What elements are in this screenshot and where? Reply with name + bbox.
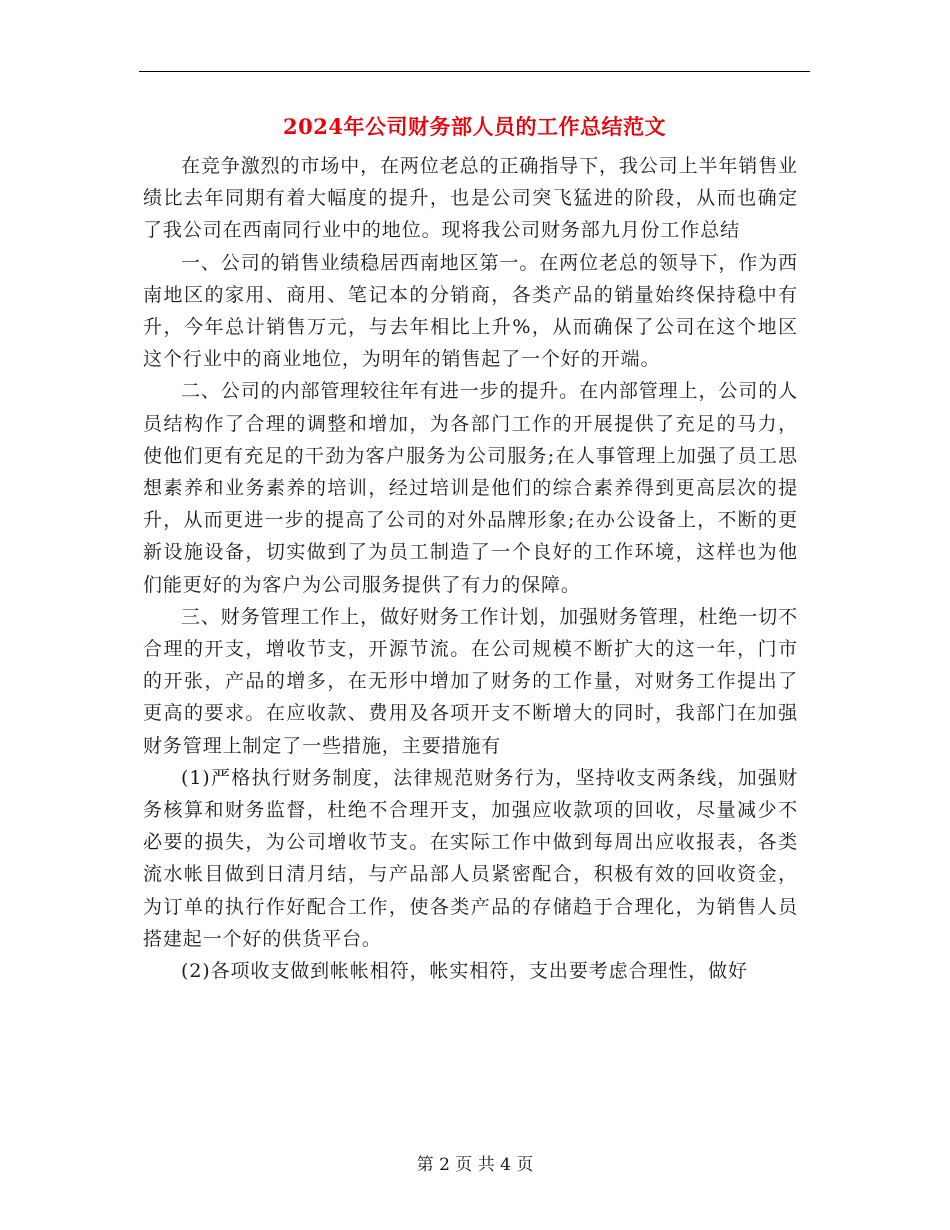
header-rule xyxy=(139,71,810,72)
paragraph-measure-1: (1)严格执行财务制度，法律规范财务行为，坚持收支两条线，加强财务核算和财务监督，杜绝不合理开支，加强应收款项的回收，尽量减少不必要的损失，为公司增收节支。在实际工作中做到每周出应收报表，各类流水帐目做到日清月结，与产品部人员紧密配合，积极有效的回收资金，为订单的执行作好配合工作，使各类产品的存储趋于合理化，为销售人员搭建起一个好的供货平台。 xyxy=(143,766,798,950)
paragraph-intro: 在竞争激烈的市场中，在两位老总的正确指导下，我公司上半年销售业绩比去年同期有着大幅度的提升，也是公司突飞猛进的阶段，从而也确定了我公司在西南同行业中的地位。现将我公司财务部九月份工作总结 xyxy=(143,155,798,242)
paragraph-management: 二、公司的内部管理较往年有进一步的提升。在内部管理上，公司的人员结构作了合理的调整和增加，为各部门工作的开展提供了充足的马力，使他们更有充足的干劲为客户服务为公司服务;在人事管理上加强了员工思想素养和业务素养的培训，经过培训是他们的综合素养得到更高层次的提升，从而更进一步的提高了公司的对外品牌形象;在办公设备上，不断的更新设施设备，切实做到了为员工制造了一个良好的工作环境，这样也为他们能更好的为客户为公司服务提供了有力的保障。 xyxy=(143,380,798,596)
document-title: 2024年公司财务部人员的工作总结范文 xyxy=(283,114,666,139)
paragraph-measure-2: (2)各项收支做到帐帐相符，帐实相符，支出要考虑合理性，做好 xyxy=(181,960,748,983)
paragraph-sales: 一、公司的销售业绩稳居西南地区第一。在两位老总的领导下，作为西南地区的家用、商用、笔记本的分销商，各类产品的销量始终保持稳中有升，今年总计销售万元，与去年相比上升%，从而确保了公司在这个地区这个行业中的商业地位，为明年的销售起了一个好的开端。 xyxy=(143,251,798,371)
paragraph-finance: 三、财务管理工作上，做好财务工作计划，加强财务管理，杜绝一切不合理的开支，增收节支，开源节流。在公司规模不断扩大的这一年，门市的开张，产品的增多，在无形中增加了财务的工作量，对财务工作提出了更高的要求。在应收款、费用及各项开支不断增大的同时，我部门在加强财务管理上制定了一些措施，主要措施有 xyxy=(143,605,798,757)
page-number: 第 2 页 共 4 页 xyxy=(416,1155,534,1175)
document-body xyxy=(143,150,798,987)
